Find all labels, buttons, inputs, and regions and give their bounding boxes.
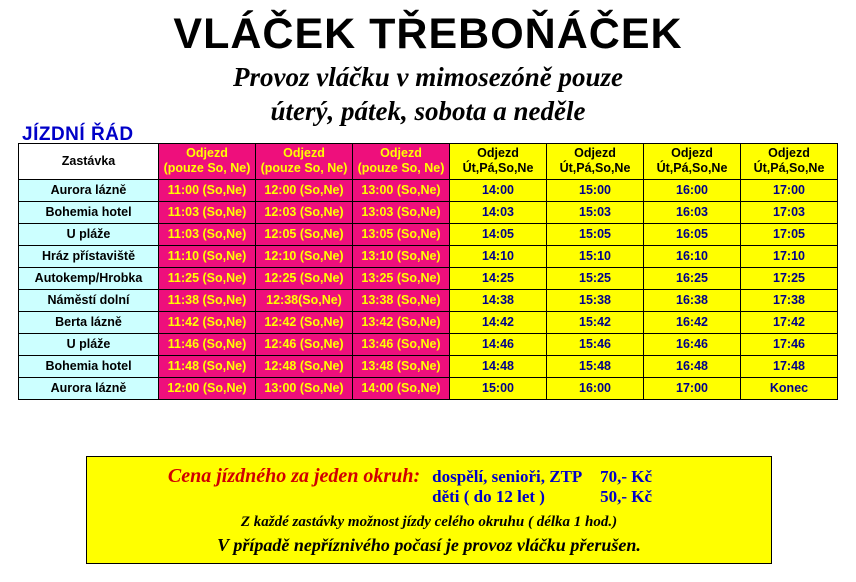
departure-time: 16:46 bbox=[644, 333, 741, 355]
price-row-adults bbox=[432, 467, 690, 487]
price-row-children bbox=[432, 487, 690, 507]
departure-time: 13:10 (So,Ne) bbox=[353, 245, 450, 267]
price-children-label: děti ( do 12 let ) bbox=[432, 487, 545, 506]
column-header-6-line2: Út,Pá,So,Ne bbox=[656, 161, 728, 176]
departure-time: 17:03 bbox=[741, 201, 838, 223]
departure-time: 12:00 (So,Ne) bbox=[256, 179, 353, 201]
page-title: VLÁČEK TŘEBOŇÁČEK bbox=[173, 10, 683, 58]
table-row bbox=[19, 355, 838, 377]
departure-time: 14:46 bbox=[450, 333, 547, 355]
column-header-4-line2: Út,Pá,So,Ne bbox=[462, 161, 534, 176]
stop-name: Autokemp/Hrobka bbox=[19, 267, 159, 289]
departure-time: 13:03 (So,Ne) bbox=[353, 201, 450, 223]
departure-time: 13:25 (So,Ne) bbox=[353, 267, 450, 289]
stop-name: U pláže bbox=[19, 333, 159, 355]
departure-time: 16:25 bbox=[644, 267, 741, 289]
departure-time: 11:38 (So,Ne) bbox=[159, 289, 256, 311]
stop-name: Aurora lázně bbox=[19, 377, 159, 399]
departure-time: 13:42 (So,Ne) bbox=[353, 311, 450, 333]
departure-time: 12:03 (So,Ne) bbox=[256, 201, 353, 223]
departure-time: 17:48 bbox=[741, 355, 838, 377]
departure-time: 12:25 (So,Ne) bbox=[256, 267, 353, 289]
departure-time: 12:00 (So,Ne) bbox=[159, 377, 256, 399]
departure-time: 17:00 bbox=[741, 179, 838, 201]
price-list bbox=[432, 467, 690, 507]
departure-time: 15:00 bbox=[450, 377, 547, 399]
column-header-1-line2: (pouze So, Ne) bbox=[163, 161, 251, 176]
departure-time: 14:00 bbox=[450, 179, 547, 201]
column-header-7-line2: Út,Pá,So,Ne bbox=[753, 161, 825, 176]
departure-time: 14:00 (So,Ne) bbox=[353, 377, 450, 399]
subtitle-line-1: Provoz vláčku v mimosezóně pouze bbox=[233, 62, 623, 93]
table-row bbox=[19, 289, 838, 311]
departure-time: 16:48 bbox=[644, 355, 741, 377]
departure-time: 16:10 bbox=[644, 245, 741, 267]
column-header-3-line2: (pouze So, Ne) bbox=[357, 161, 445, 176]
price-box bbox=[86, 456, 772, 564]
table-row bbox=[19, 201, 838, 223]
departure-time: 17:25 bbox=[741, 267, 838, 289]
table-row bbox=[19, 223, 838, 245]
departure-time: 17:00 bbox=[644, 377, 741, 399]
departure-time: 15:42 bbox=[547, 311, 644, 333]
departure-time: 13:05 (So,Ne) bbox=[353, 223, 450, 245]
departure-time: 13:48 (So,Ne) bbox=[353, 355, 450, 377]
stop-name: Aurora lázně bbox=[19, 179, 159, 201]
departure-time: 16:05 bbox=[644, 223, 741, 245]
column-header-departure-6 bbox=[644, 143, 741, 179]
departure-time: 11:03 (So,Ne) bbox=[159, 201, 256, 223]
departure-time: 11:03 (So,Ne) bbox=[159, 223, 256, 245]
departure-time: 15:03 bbox=[547, 201, 644, 223]
table-row bbox=[19, 311, 838, 333]
departure-time: 12:10 (So,Ne) bbox=[256, 245, 353, 267]
departure-time: 15:05 bbox=[547, 223, 644, 245]
departure-time: 11:10 (So,Ne) bbox=[159, 245, 256, 267]
departure-time: 14:38 bbox=[450, 289, 547, 311]
column-header-5-line1: Odjezd bbox=[574, 145, 616, 160]
departure-time: 14:48 bbox=[450, 355, 547, 377]
departure-time: 16:38 bbox=[644, 289, 741, 311]
price-adults-label: dospělí, senioři, ZTP bbox=[432, 467, 583, 486]
timetable-header-row bbox=[19, 143, 838, 179]
timetable-poster bbox=[0, 12, 856, 582]
column-header-stop: Zastávka bbox=[19, 143, 159, 179]
departure-time: 17:38 bbox=[741, 289, 838, 311]
column-header-2-line1: Odjezd bbox=[283, 145, 325, 160]
departure-time: 11:46 (So,Ne) bbox=[159, 333, 256, 355]
departure-time: 13:00 (So,Ne) bbox=[353, 179, 450, 201]
departure-time: 11:00 (So,Ne) bbox=[159, 179, 256, 201]
column-header-departure-4 bbox=[450, 143, 547, 179]
departure-time: 14:10 bbox=[450, 245, 547, 267]
stop-name: Náměstí dolní bbox=[19, 289, 159, 311]
departure-time: 11:42 (So,Ne) bbox=[159, 311, 256, 333]
table-row bbox=[19, 245, 838, 267]
departure-time: 16:00 bbox=[644, 179, 741, 201]
departure-time: 17:42 bbox=[741, 311, 838, 333]
departure-time: 12:05 (So,Ne) bbox=[256, 223, 353, 245]
departure-time: 16:42 bbox=[644, 311, 741, 333]
column-header-departure-3 bbox=[353, 143, 450, 179]
departure-time: 13:38 (So,Ne) bbox=[353, 289, 450, 311]
column-header-2-line2: (pouze So, Ne) bbox=[260, 161, 348, 176]
table-row bbox=[19, 179, 838, 201]
departure-time: 14:05 bbox=[450, 223, 547, 245]
timetable-body bbox=[19, 179, 838, 399]
departure-time: 15:10 bbox=[547, 245, 644, 267]
column-header-departure-1 bbox=[159, 143, 256, 179]
timetable-head bbox=[19, 143, 838, 179]
price-adults-amount: 70,- Kč bbox=[600, 467, 653, 486]
departure-time: 14:03 bbox=[450, 201, 547, 223]
departure-time: 11:48 (So,Ne) bbox=[159, 355, 256, 377]
table-row bbox=[19, 333, 838, 355]
column-header-6-line1: Odjezd bbox=[671, 145, 713, 160]
column-header-departure-2 bbox=[256, 143, 353, 179]
table-row bbox=[19, 377, 838, 399]
departure-time: 11:25 (So,Ne) bbox=[159, 267, 256, 289]
page-subtitle bbox=[0, 61, 856, 129]
departure-time: 12:48 (So,Ne) bbox=[256, 355, 353, 377]
departure-time: 16:03 bbox=[644, 201, 741, 223]
departure-time: 15:46 bbox=[547, 333, 644, 355]
table-row bbox=[19, 267, 838, 289]
departure-time: 17:46 bbox=[741, 333, 838, 355]
column-header-4-line1: Odjezd bbox=[477, 145, 519, 160]
departure-time: 15:00 bbox=[547, 179, 644, 201]
stop-name: Berta lázně bbox=[19, 311, 159, 333]
stop-name: Hráz přístaviště bbox=[19, 245, 159, 267]
departure-time: Konec bbox=[741, 377, 838, 399]
column-header-3-line1: Odjezd bbox=[380, 145, 422, 160]
column-header-1-line1: Odjezd bbox=[186, 145, 228, 160]
stop-name: Bohemia hotel bbox=[19, 201, 159, 223]
departure-time: 12:46 (So,Ne) bbox=[256, 333, 353, 355]
price-heading: Cena jízdného za jeden okruh: bbox=[167, 465, 421, 487]
timetable bbox=[18, 143, 838, 400]
departure-time: 17:10 bbox=[741, 245, 838, 267]
price-heading-row bbox=[97, 465, 761, 507]
subtitle-line-2: úterý, pátek, sobota a neděle bbox=[270, 95, 586, 126]
column-header-7-line1: Odjezd bbox=[768, 145, 810, 160]
stop-name: U pláže bbox=[19, 223, 159, 245]
departure-time: 17:05 bbox=[741, 223, 838, 245]
departure-time: 13:00 (So,Ne) bbox=[256, 377, 353, 399]
departure-time: 12:42 (So,Ne) bbox=[256, 311, 353, 333]
departure-time: 13:46 (So,Ne) bbox=[353, 333, 450, 355]
price-children-amount: 50,- Kč bbox=[600, 487, 653, 506]
schedule-label: JÍZDNÍ ŘÁD bbox=[22, 124, 134, 145]
departure-time: 14:25 bbox=[450, 267, 547, 289]
column-header-departure-7 bbox=[741, 143, 838, 179]
departure-time: 14:42 bbox=[450, 311, 547, 333]
departure-time: 16:00 bbox=[547, 377, 644, 399]
column-header-5-line2: Út,Pá,So,Ne bbox=[559, 161, 631, 176]
departure-time: 15:25 bbox=[547, 267, 644, 289]
column-header-departure-5 bbox=[547, 143, 644, 179]
departure-time: 12:38(So,Ne) bbox=[256, 289, 353, 311]
note-weather: V případě nepříznivého počasí je provoz vláčku přerušen. bbox=[217, 535, 641, 555]
stop-name: Bohemia hotel bbox=[19, 355, 159, 377]
note-circuit: Z každé zastávky možnost jízdy celého okruhu ( délka 1 hod.) bbox=[240, 514, 618, 530]
departure-time: 15:48 bbox=[547, 355, 644, 377]
departure-time: 15:38 bbox=[547, 289, 644, 311]
